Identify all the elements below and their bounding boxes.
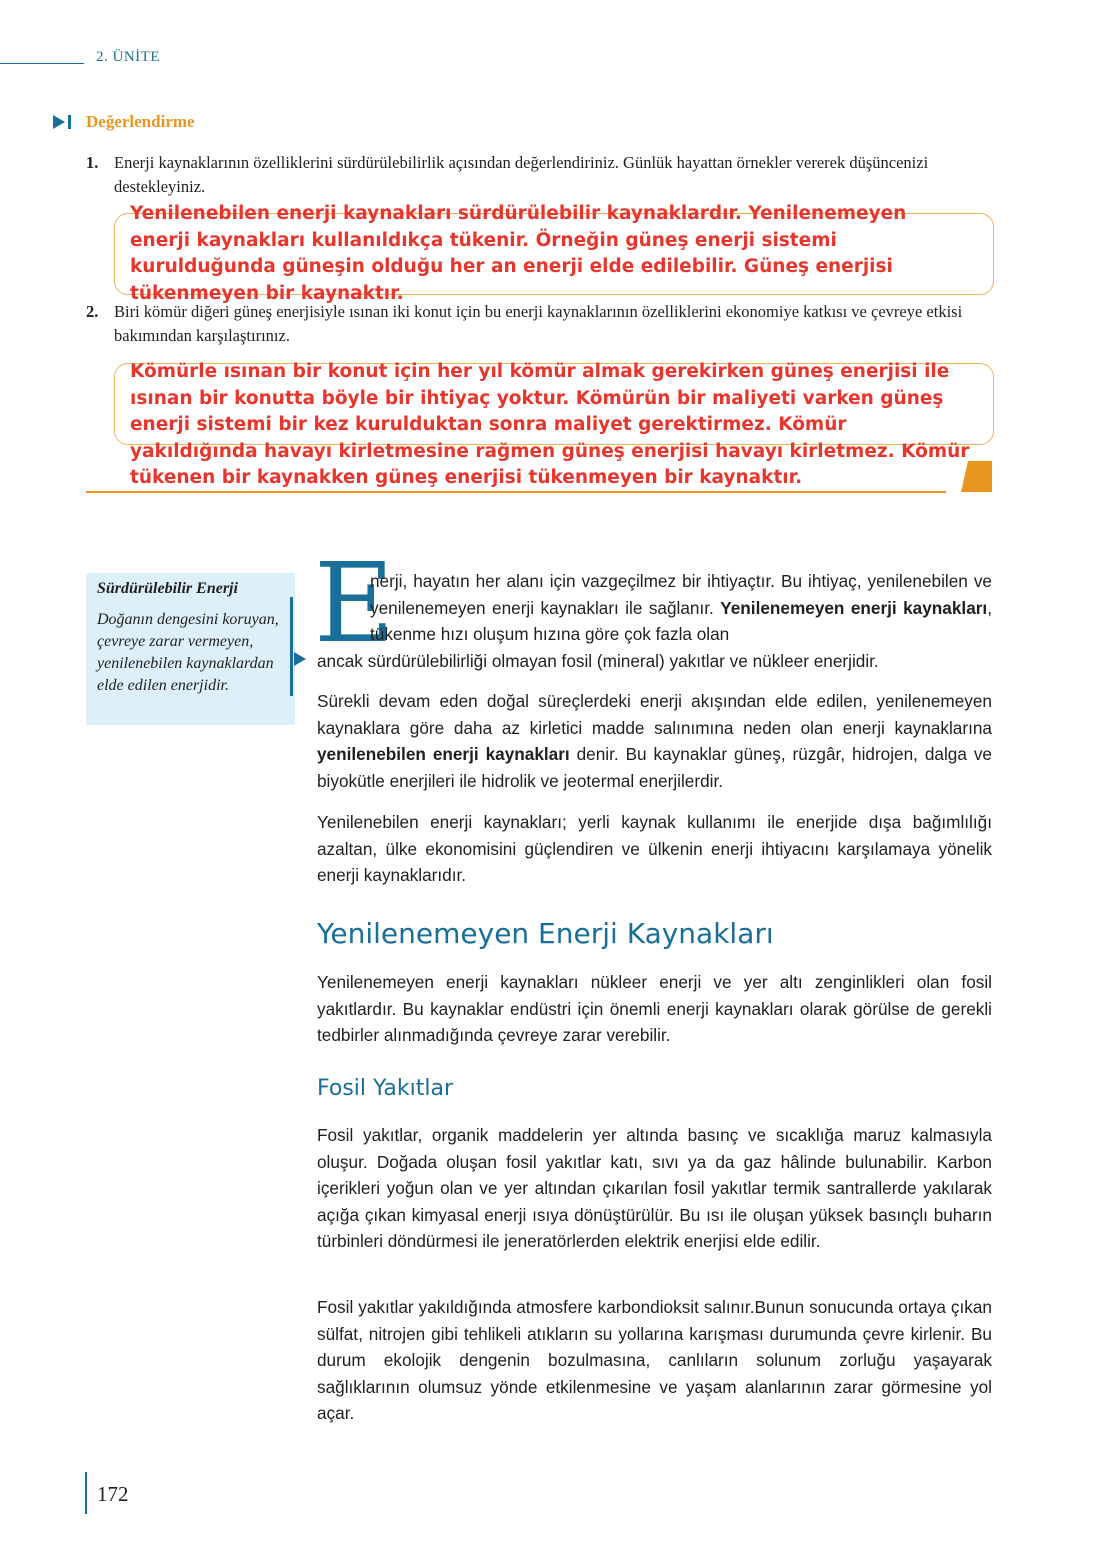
term-renewable: yenilenebilen enerji kaynakları (317, 744, 570, 764)
sidebar-body: Doğanın dengesini koruyan, çevreye zarar vermeyen, yenilenebilen kaynaklardan elde edilen enerjidir. (97, 611, 279, 694)
term-nonrenewable: Yenilenemeyen enerji kaynakları (720, 597, 988, 618)
question-2-text: Biri kömür diğeri güneş enerjisiyle ısınan iki konut için bu enerji kaynaklarının özelliklerini ekonomiye katkısı ve çevreye etkisi bakımından karşılaştırınız. (114, 302, 963, 345)
question-1-text: Enerji kaynaklarının özelliklerini sürdürülebilirlik açısından değerlendiriniz. Günlük hayattan örnekler vererek düşüncenizi destekleyiniz. (114, 153, 929, 196)
heading-fossil-fuels: Fosil Yakıtlar (317, 1076, 454, 1101)
paragraph-renewable (317, 688, 992, 794)
paragraph-intro-part1: nerji, hayatın her alanı için vazgeçilmez bir ihtiyaçtır. Bu ihtiyaç, yenilenebilen ve yenilenemeyen enerji kaynakları ile sağlanır. (370, 571, 992, 618)
paragraph-fossil-effects: Fosil yakıtlar yakıldığında atmosfere karbondioksit salınır.Bunun sonucunda ortaya çıkan sülfat, nitrojen gibi tehlikeli atıkların su yollarına karışması durumunda çevre kirlenir. Bu durum ekolojik dengenin bozulmasına, canlıların solunum zorluğu yaşayarak sağlıklarının olumsuz yönde etkilenmesine ve yaşam alanlarının zarar görmesine yol açar. (317, 1297, 992, 1423)
section-title-evaluation: Değerlendirme (86, 112, 195, 131)
paragraph-renewable-part1: Sürekli devam eden doğal süreçlerdeki enerji akışından elde edilen, yenilenemeyen kaynaklara göre daha az kirletici madde salınımına neden olan enerji kaynaklarına (317, 691, 992, 738)
play-marker-icon (51, 113, 75, 131)
unit-label: 2. ÜNİTE (96, 49, 160, 65)
sidebar-title: Sürdürülebilir Enerji (97, 580, 238, 597)
corner-tab-icon (961, 461, 992, 492)
question-1-number: 1. (86, 153, 99, 172)
heading-nonrenewable-sources: Yenilenemeyen Enerji Kaynakları (317, 917, 774, 950)
answer-2-text: Kömürle ısınan bir konut için her yıl kömür almak gerekirken güneş enerjisi ile ısınan bir konutta böyle bir ihtiyaç yoktur. Kömürün bir maliyeti varken güneş enerji sistemi bir kez kurulduktan sonra maliyet gerektirmez. Kömür yakıldığında havayı kirletmesine rağmen güneş enerjisi havayı kirletmez. Kömür tükenen bir kaynakken güneş enerjisi tükenmeyen bir kaynaktır. (130, 361, 970, 488)
sidebar-bracket (290, 597, 293, 696)
paragraph-nonrenewable: Yenilenemeyen enerji kaynakları nükleer enerji ve yer altı zenginlikleri olan fosil yakıtlardır. Bu kaynaklar endüstri için önemli enerji kaynakları olarak görülse de gerekli tedbirler alınmadığında çevreye zarar verebilir. (317, 972, 992, 1045)
section-divider (86, 491, 946, 493)
answer-1-text: Yenilenebilen enerji kaynakları sürdürülebilir kaynaklardır. Yenilenemeyen enerji kaynakları kullanıldıkça tükenir. Örneğin güneş enerji sistemi kurulduğunda güneşin olduğu her an enerji elde edilebilir. Güneş enerjisi tükenmeyen bir kaynaktır. (130, 203, 907, 304)
paragraph-intro-part2: , tükenme hızı oluşum hızına göre çok fazla olan (370, 597, 992, 644)
paragraph-intro (370, 568, 992, 648)
paragraph-renewable-part2: denir. Bu kaynaklar güneş, rüzgâr, hidrojen, dalga ve biyokütle enerjileri ile hidrolik ve jeotermal enerjilerdir. (317, 744, 992, 791)
drop-cap: E (314, 539, 395, 667)
page-number: 172 (97, 1482, 129, 1506)
paragraph-fossil-formation: Fosil yakıtlar, organik maddelerin yer altında basınç ve sıcaklığa maruz kalmasıyla oluşur. Doğada oluşan fosil yakıtlar katı, sıvı ya da gaz hâlinde bulunabilir. Karbon içerikleri yoğun olan ve yer altından çıkarılan fosil yakıtlar termik santrallerde yakılarak açığa çıkan kimyasal enerji ısıya dönüştürülür. Bu ısı ile oluşan yüksek basınçlı buharın türbinleri döndürmesi ile jeneratörlerden elektrik enerjisi elde edilir. (317, 1125, 992, 1251)
question-2-number: 2. (86, 302, 99, 321)
footer-rule (85, 1472, 87, 1514)
header-rule (0, 63, 84, 64)
pointer-arrow-icon (294, 652, 306, 666)
paragraph-renewable-benefits: Yenilenebilen enerji kaynakları; yerli kaynak kullanımı ile enerjide dışa bağımlılığı azaltan, ülke ekonomisini güçlendiren ve ülkenin enerji ihtiyacını karşılamaya yönelik enerji kaynaklarıdır. (317, 812, 992, 885)
paragraph-intro-last-line: ancak sürdürülebilirliği olmayan fosil (mineral) yakıtlar ve nükleer enerjidir. (317, 651, 879, 671)
